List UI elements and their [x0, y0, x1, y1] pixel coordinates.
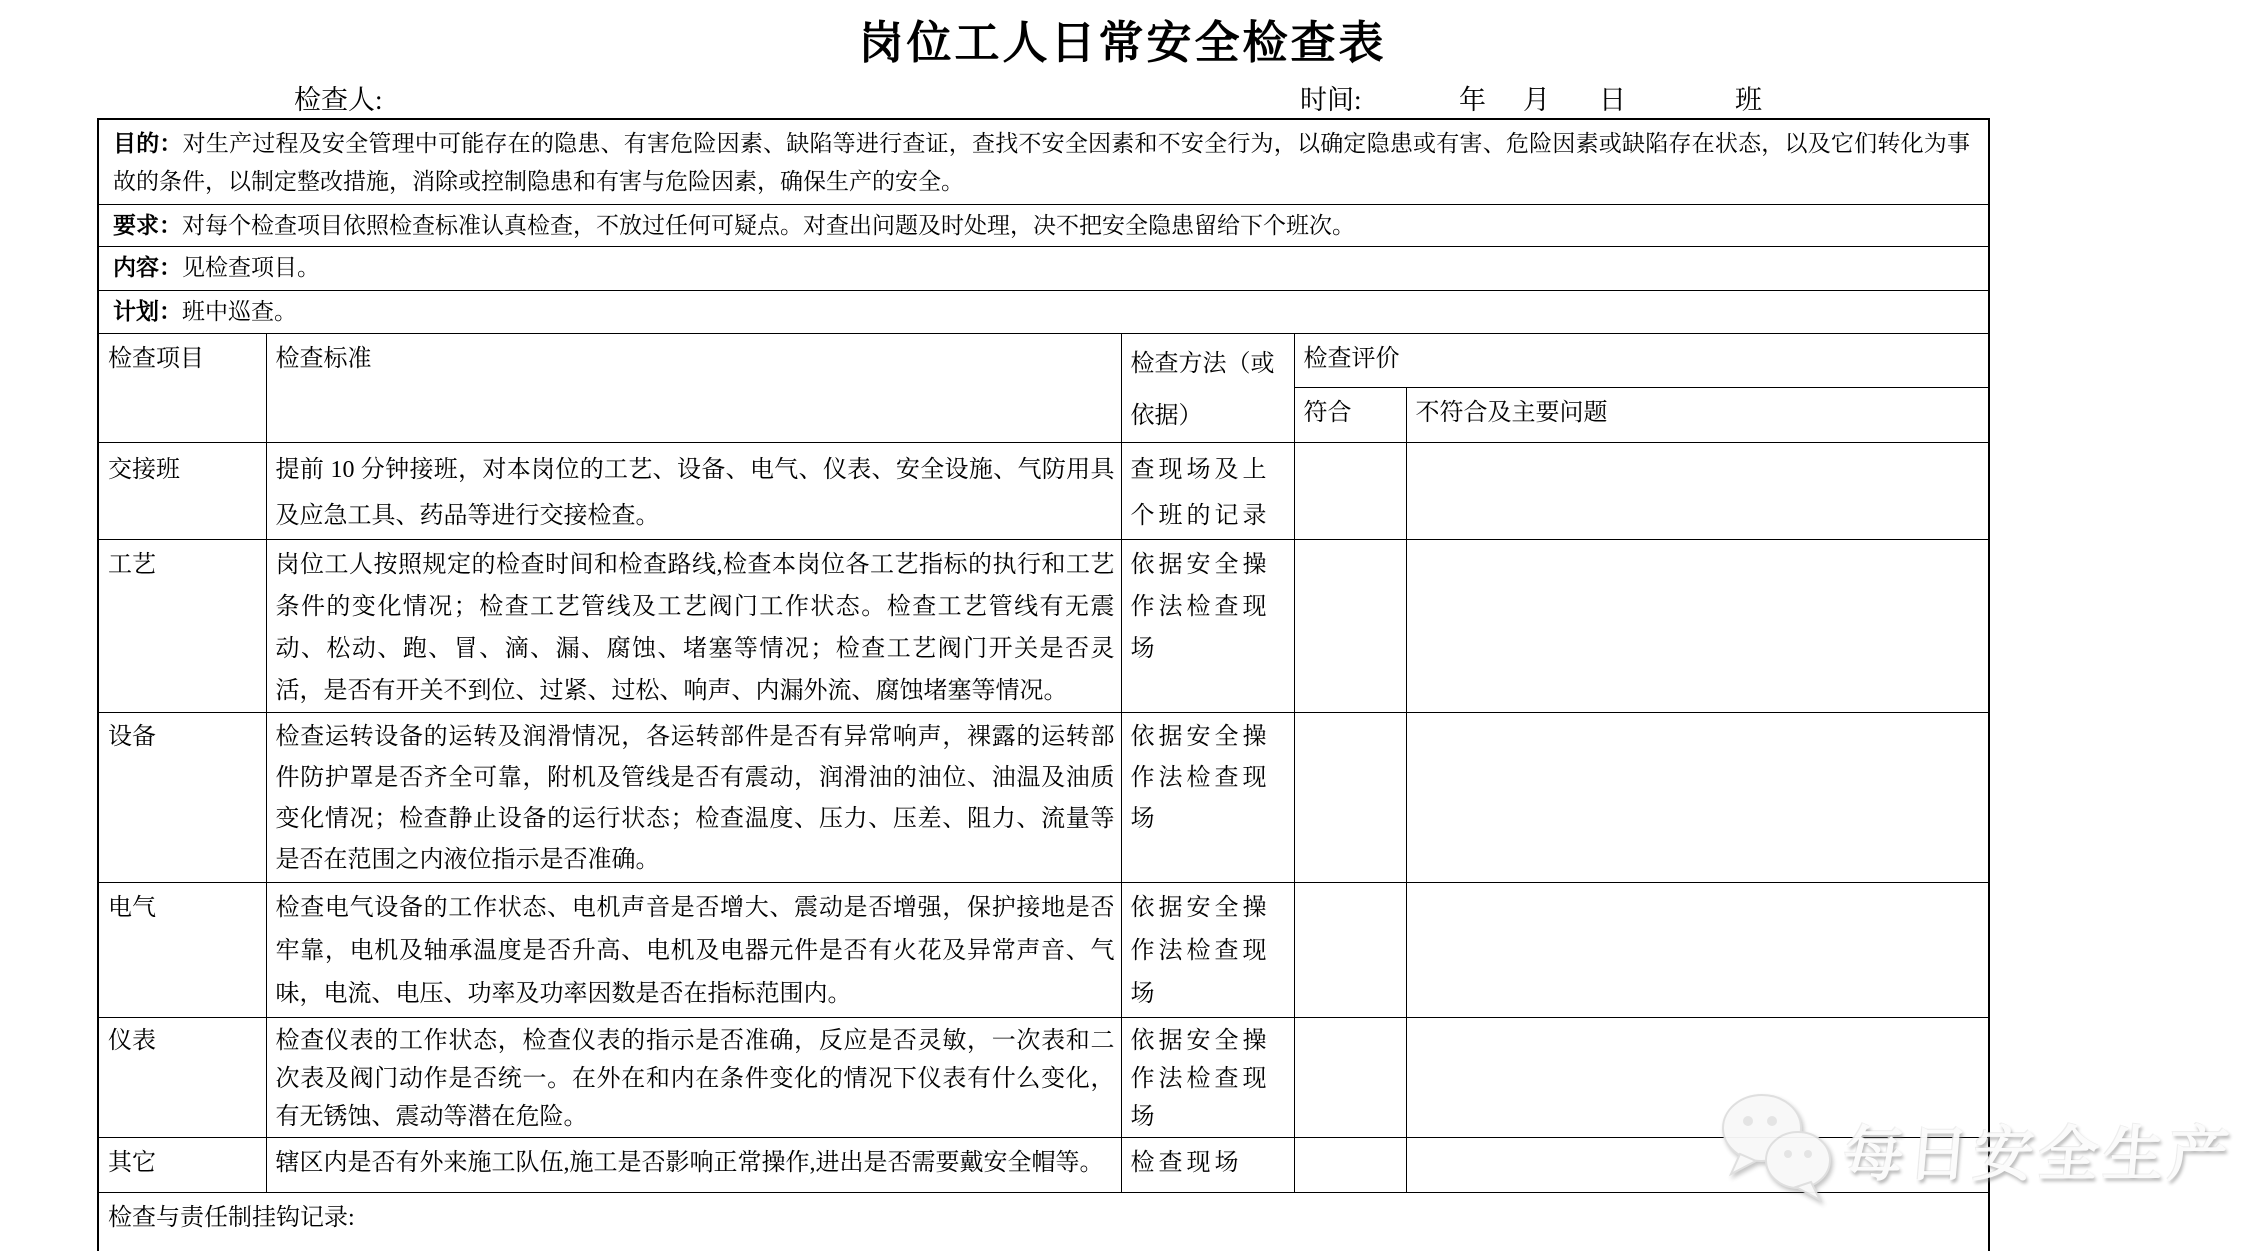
day-label: 日: [1599, 85, 1626, 115]
purpose-row: [98, 119, 1989, 204]
header-method: 检查方法（或依据）: [1121, 333, 1294, 442]
header-evaluation: 检查评价: [1294, 333, 1989, 388]
watermark-text: 每日安全生产: [1840, 1121, 2237, 1188]
plan-label: 计划：: [113, 298, 182, 324]
method-cell: 依据安全操作法检查现场: [1121, 539, 1294, 712]
standard-cell: 检查电气设备的工作状态、电机声音是否增大、震动是否增强，保护接地是否牢靠，电机及轴承温度是否升高、电机及电器元件是否有火花及异常声音、气味，电流、电压、功率及功率因数是否在指标范围内。: [266, 882, 1121, 1017]
table-row-shift-handover: [98, 442, 1989, 539]
item-cell: 工艺: [98, 539, 266, 712]
header-standard: 检查标准: [266, 333, 1121, 442]
standard-cell: 检查仪表的工作状态，检查仪表的指示是否准确，反应是否灵敏，一次表和二次表及阀门动作是否统一。在外在和内在条件变化的情况下仪表有什么变化，有无锈蚀、震动等潜在危险。: [266, 1017, 1121, 1137]
conform-cell: [1294, 442, 1406, 539]
method-cell: 检查现场: [1121, 1137, 1294, 1192]
footer-record-label: 检查与责任制挂钩记录:: [98, 1192, 1989, 1251]
method-cell: 依据安全操作法检查现场: [1121, 882, 1294, 1017]
conform-cell: [1294, 539, 1406, 712]
content-cell: [98, 246, 1989, 290]
inspection-table: [97, 118, 1990, 1251]
standard-cell: 岗位工人按照规定的检查时间和检查路线,检查本岗位各工艺指标的执行和工艺条件的变化情况；检查工艺管线及工艺阀门工作状态。检查工艺管线有无震动、松动、跑、冒、滴、漏、腐蚀、堵塞等情况；检查工艺阀门开关是否灵活，是否有开关不到位、过紧、过松、响声、内漏外流、腐蚀堵塞等情况。: [266, 539, 1121, 712]
year-label: 年: [1459, 85, 1486, 115]
nonconform-cell: [1406, 882, 1989, 1017]
item-cell: 设备: [98, 712, 266, 882]
standard-cell: 提前 10 分钟接班，对本岗位的工艺、设备、电气、仪表、安全设施、气防用具及应急工具、药品等进行交接检查。: [266, 442, 1121, 539]
method-cell: 依据安全操作法检查现场: [1121, 1017, 1294, 1137]
wechat-icon: [1712, 1088, 1838, 1211]
item-cell: 其它: [98, 1137, 266, 1192]
purpose-text: 对生产过程及安全管理中可能存在的隐患、有害危险因素、缺陷等进行查证，查找不安全因素和不安全行为，以确定隐患或有害、危险因素或缺陷存在状态，以及它们转化为事故的条件，以制定整改措施，消除或控制隐患和有害与危险因素，确保生产的安全。: [113, 131, 1971, 194]
plan-row: [98, 290, 1989, 333]
item-cell: 仪表: [98, 1017, 266, 1137]
method-cell: 查现场及上个班的记录: [1121, 442, 1294, 539]
table-row-electrical: [98, 882, 1989, 1017]
inspector-label: 检查人:: [294, 85, 383, 115]
conform-cell: [1294, 1017, 1406, 1137]
watermark: [1712, 1088, 2237, 1211]
item-cell: 电气: [98, 882, 266, 1017]
shift-label: 班: [1735, 85, 1762, 115]
standard-cell: 辖区内是否有外来施工队伍,施工是否影响正常操作,进出是否需要戴安全帽等。: [266, 1137, 1121, 1192]
month-label: 月: [1523, 85, 1550, 115]
conform-cell: [1294, 712, 1406, 882]
plan-cell: [98, 290, 1989, 333]
requirement-row: [98, 204, 1989, 246]
table-row-equipment: [98, 712, 1989, 882]
header-nonconform: 不符合及主要问题: [1406, 388, 1989, 443]
table-row-process: [98, 539, 1989, 712]
nonconform-cell: [1406, 442, 1989, 539]
table-row-other: [98, 1137, 1989, 1192]
nonconform-cell: [1406, 539, 1989, 712]
item-cell: 交接班: [98, 442, 266, 539]
header-row-top: [98, 333, 1989, 388]
footer-row: [98, 1192, 1989, 1251]
requirement-cell: [98, 204, 1989, 246]
plan-text: 班中巡查。: [182, 298, 297, 324]
standard-cell: 检查运转设备的运转及润滑情况，各运转部件是否有异常响声，裸露的运转部件防护罩是否齐全可靠，附机及管线是否有震动，润滑油的油位、油温及油质变化情况；检查静止设备的运行状态；检查温度、压力、压差、阻力、流量等是否在范围之内液位指示是否准确。: [266, 712, 1121, 882]
header-item: 检查项目: [98, 333, 266, 442]
header-conform: 符合: [1294, 388, 1406, 443]
subheader-line: [0, 78, 2245, 116]
table-row-instrument: [98, 1017, 1989, 1137]
content-text: 见检查项目。: [182, 254, 320, 280]
conform-cell: [1294, 882, 1406, 1017]
requirement-label: 要求：: [113, 212, 182, 238]
method-cell: 依据安全操作法检查现场: [1121, 712, 1294, 882]
nonconform-cell: [1406, 712, 1989, 882]
time-label: 时间:: [1300, 85, 1362, 115]
requirement-text: 对每个检查项目依照检查标准认真检查，不放过任何可疑点。对查出问题及时处理，决不把安全隐患留给下个班次。: [182, 212, 1355, 238]
content-row: [98, 246, 1989, 290]
conform-cell: [1294, 1137, 1406, 1192]
page-title: 岗位工人日常安全检查表: [858, 18, 1387, 68]
purpose-cell: [98, 119, 1989, 204]
content-label: 内容：: [113, 254, 182, 280]
purpose-label: 目的：: [113, 131, 183, 156]
